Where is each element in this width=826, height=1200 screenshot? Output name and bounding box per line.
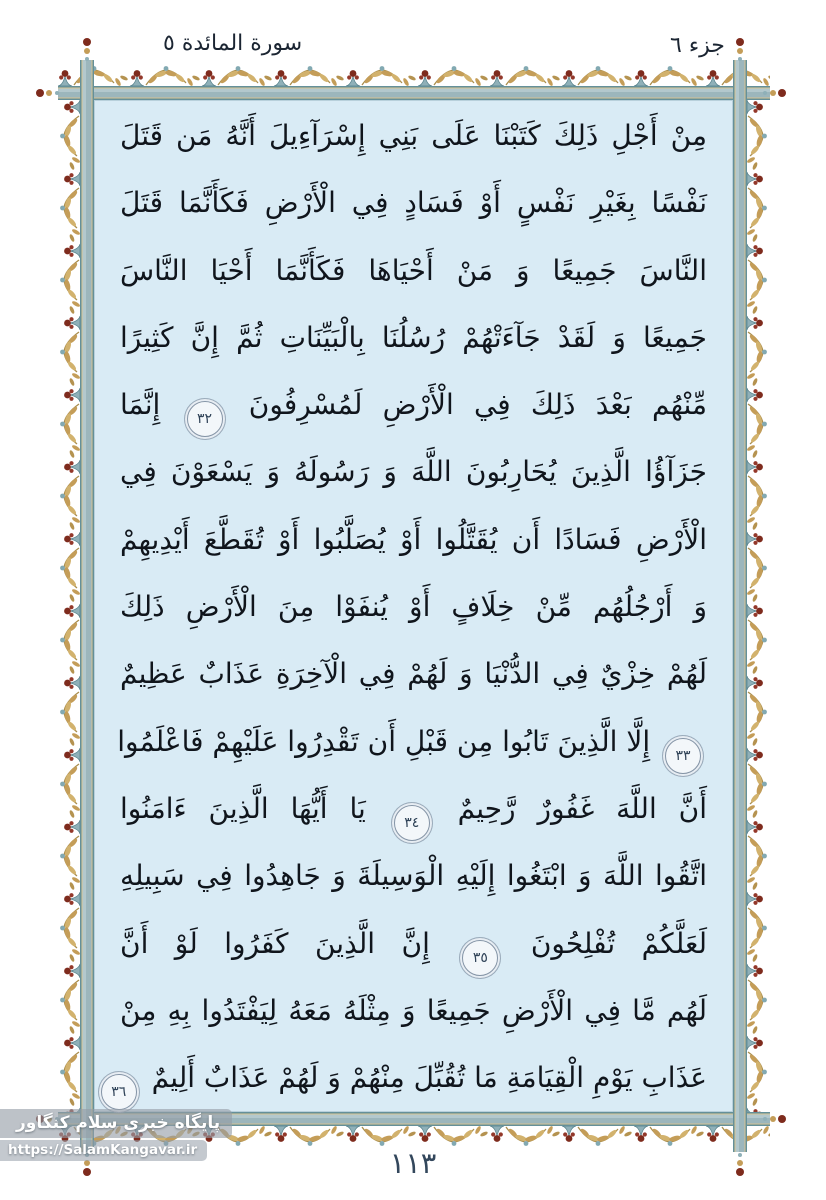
- page-number: ١١٣: [389, 1146, 437, 1180]
- quran-text-segment: عَذَابِ يَوْمِ الْقِيَامَةِ مَا تُقُبِّلَ مِنْهُمْ وَ لَهُمْ عَذَابٌ أَلِيمٌ: [151, 1061, 707, 1095]
- quran-text-segment: جَزَآؤُا الَّذِينَ يُحَارِبُونَ اللَّهَ وَ رَسُولَهُ وَ يَسْعَوْنَ فِي: [120, 455, 707, 489]
- border-ornament-right: [747, 100, 777, 1112]
- frame-band-left: [80, 60, 94, 1152]
- frame-band-top: [58, 86, 770, 100]
- quran-text-segment: لَهُمْ خِزْيٌ فِي الدُّنْيَا وَ لَهُمْ فِي الْآخِرَةِ عَذَابٌ عَظِيمٌ: [120, 657, 707, 691]
- quran-line: [120, 775, 707, 842]
- quran-text-segment: نَفْسًا بِغَيْرِ نَفْسٍ أَوْ فَسَادٍ فِي الْأَرْضِ فَكَأَنَّمَا قَتَلَ: [120, 186, 707, 220]
- quran-line: [120, 506, 707, 573]
- quran-line: [120, 910, 707, 977]
- quran-line: [120, 438, 707, 505]
- quran-text-segment: يَا أَيُّهَا الَّذِينَ ءَامَنُوا: [120, 791, 366, 825]
- quran-line: [120, 237, 707, 304]
- quran-line: [120, 977, 707, 1044]
- frame-band-right: [733, 60, 747, 1152]
- quran-line: [120, 304, 707, 371]
- corner-finial: [778, 1115, 786, 1123]
- watermark-url: https://SalamKangavar.ir: [0, 1140, 207, 1161]
- quran-line: [120, 573, 707, 640]
- quran-line: [117, 708, 707, 775]
- quran-text-segment: وَ أَرْجُلُهُم مِّنْ خِلَافٍ أَوْ يُنفَوْا مِنَ الْأَرْضِ ذَلِكَ: [120, 590, 707, 624]
- quran-line: [120, 169, 707, 236]
- border-ornament-top: [58, 56, 770, 86]
- corner-finial: [83, 38, 91, 46]
- verse-number: ٣٣: [675, 747, 691, 764]
- quran-text-segment: مِنْ أَجْلِ ذَلِكَ كَتَبْنَا عَلَى بَنِي إِسْرَآءِيلَ أَنَّهُ مَن قَتَلَ: [120, 119, 707, 152]
- quran-line: [120, 371, 707, 438]
- verse-number-medallion: [665, 738, 701, 774]
- verse-number-medallion: [187, 401, 223, 437]
- verse-number-medallion: [462, 940, 498, 976]
- quran-text-segment: جَمِيعًا وَ لَقَدْ جَآءَتْهُمْ رُسُلُنَا بِالْبَيِّنَاتِ ثُمَّ إِنَّ كَثِيرًا: [120, 320, 707, 354]
- juz-label: جزء ٦: [670, 33, 725, 58]
- quran-text-segment: لَعَلَّكُمْ تُفْلِحُونَ: [530, 926, 708, 960]
- quran-line: [120, 102, 707, 169]
- quran-text-segment: النَّاسَ جَمِيعًا وَ مَنْ أَحْيَاهَا فَكَأَنَّمَا أَحْيَا النَّاسَ: [120, 253, 707, 287]
- verse-number-medallion: [101, 1074, 137, 1110]
- quran-text-segment: اتَّقُوا اللَّهَ وَ ابْتَغُوا إِلَيْهِ الْوَسِيلَةَ وَ جَاهِدُوا فِي سَبِيلِهِ: [120, 859, 707, 893]
- corner-finial: [736, 38, 744, 46]
- site-watermark: [0, 1109, 232, 1161]
- quran-line: [120, 842, 707, 909]
- verse-number: ٣٦: [111, 1084, 127, 1101]
- quran-text-segment: إِنَّ الَّذِينَ كَفَرُوا لَوْ أَنَّ: [120, 926, 430, 960]
- quran-text-segment: الْأَرْضِ فَسَادًا أَن يُقَتَّلُوا أَوْ يُصَلَّبُوا أَوْ تُقَطَّعَ أَيْدِيهِمْ: [120, 522, 707, 556]
- quran-text-segment: لَهُم مَّا فِي الْأَرْضِ جَمِيعًا وَ مِثْلَهُ مَعَهُ لِيَفْتَدُوا بِهِ مِنْ: [120, 993, 707, 1027]
- border-ornament-left: [50, 100, 80, 1112]
- quran-line: [111, 1044, 707, 1111]
- corner-finial: [36, 89, 44, 97]
- watermark-title: پایگاه خبری سلام کنگاور: [0, 1109, 232, 1138]
- quran-text-segment: إِلَّا الَّذِينَ تَابُوا مِن قَبْلِ أَن تَقْدِرُوا عَلَيْهِمْ فَاعْلَمُوا: [117, 724, 651, 758]
- quran-text-segment: أَنَّ اللَّهَ غَفُورٌ رَّحِيمٌ: [457, 791, 707, 825]
- quran-text-segment: مِّنْهُم بَعْدَ ذَلِكَ فِي الْأَرْضِ لَمُسْرِفُونَ: [248, 388, 707, 422]
- corner-finial: [778, 89, 786, 97]
- quran-line: [120, 640, 707, 707]
- verse-number: ٣٥: [472, 949, 488, 966]
- quran-text-segment: إِنَّمَا: [120, 388, 161, 422]
- surah-label: سورة المائدة ٥: [163, 31, 303, 56]
- verse-number: ٣٢: [197, 411, 213, 428]
- verse-number-medallion: [394, 805, 430, 841]
- verse-number: ٣٤: [404, 814, 420, 831]
- quran-text-panel: [94, 100, 733, 1112]
